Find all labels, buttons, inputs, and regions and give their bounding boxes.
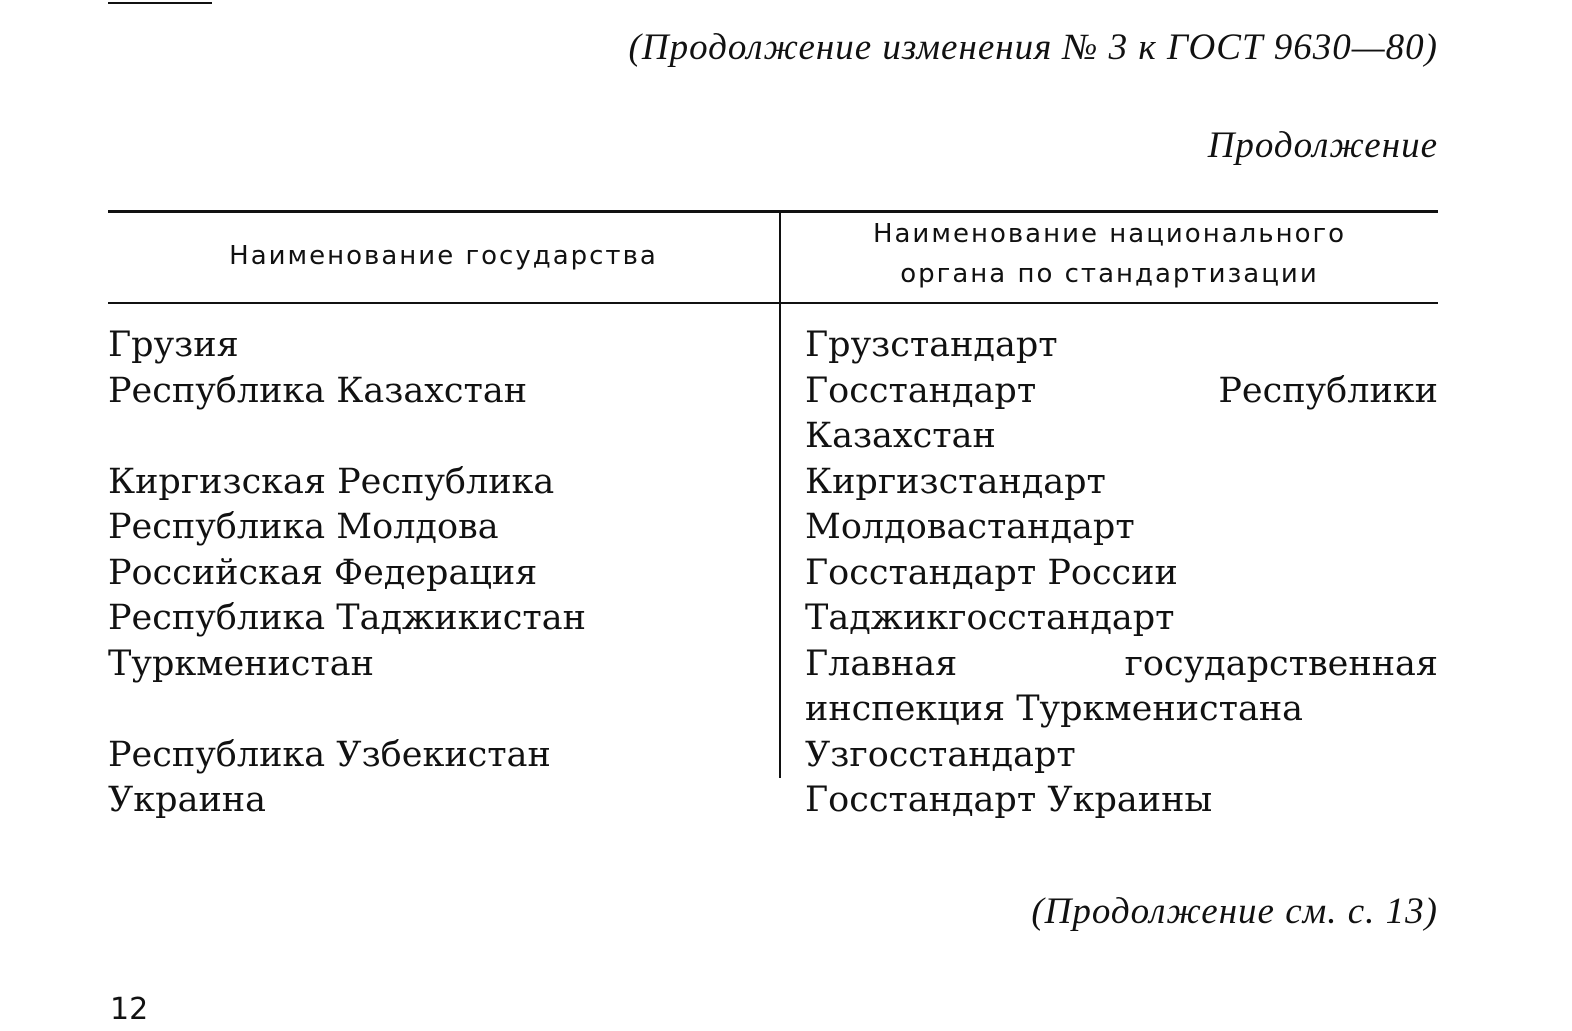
state-cell: Республика Таджикистан bbox=[108, 598, 586, 638]
page-number: 12 bbox=[110, 992, 149, 1027]
state-cell: Грузия bbox=[108, 325, 239, 365]
table-row bbox=[108, 733, 1438, 779]
table-row bbox=[108, 323, 1438, 369]
body-cell: Госстандарт России bbox=[805, 552, 1178, 593]
body-cell: Грузстандарт bbox=[805, 325, 1058, 365]
header-state-name: Наименование государства bbox=[229, 241, 658, 271]
table-row bbox=[108, 505, 1438, 551]
body-cell: Госстандарт Республики Казахстан bbox=[805, 370, 1438, 456]
body-cell: Киргизстандарт bbox=[805, 461, 1106, 502]
table-top-rule bbox=[108, 210, 1438, 213]
state-cell: Российская Федерация bbox=[108, 552, 538, 593]
amendment-header: (Продолжение изменения № 3 к ГОСТ 9630—80) bbox=[628, 27, 1438, 68]
header-standards-body-line2: органа по стандартизации bbox=[900, 259, 1319, 289]
continuation-footer: (Продолжение см. с. 13) bbox=[1031, 891, 1438, 932]
body-cell: Узгосстандарт bbox=[805, 734, 1076, 775]
table-row bbox=[108, 460, 1438, 506]
state-cell: Киргизская Республика bbox=[108, 461, 555, 502]
table-row bbox=[108, 778, 1438, 824]
body-cell: Молдовастандарт bbox=[805, 507, 1135, 547]
state-cell: Украина bbox=[108, 780, 266, 820]
header-standards-body bbox=[781, 214, 1438, 294]
header-bottom-rule bbox=[108, 302, 1438, 304]
state-cell: Республика Узбекистан bbox=[108, 734, 551, 775]
continuation-label: Продолжение bbox=[1207, 125, 1438, 166]
table-row bbox=[108, 369, 1438, 460]
body-cell: Госстандарт Украины bbox=[805, 780, 1213, 820]
header-standards-body-line1: Наименование национального bbox=[872, 219, 1347, 249]
body-cell: Главная государственная инспекция Туркменистана bbox=[805, 643, 1438, 729]
table-row bbox=[108, 642, 1438, 733]
table-row bbox=[108, 596, 1438, 642]
state-cell: Туркменистан bbox=[108, 643, 374, 684]
state-cell: Республика Казахстан bbox=[108, 370, 528, 411]
top-rule bbox=[108, 2, 212, 4]
state-cell: Республика Молдова bbox=[108, 507, 499, 547]
body-cell: Таджикгосстандарт bbox=[805, 598, 1175, 638]
table-body bbox=[108, 323, 1438, 824]
table-row bbox=[108, 551, 1438, 597]
